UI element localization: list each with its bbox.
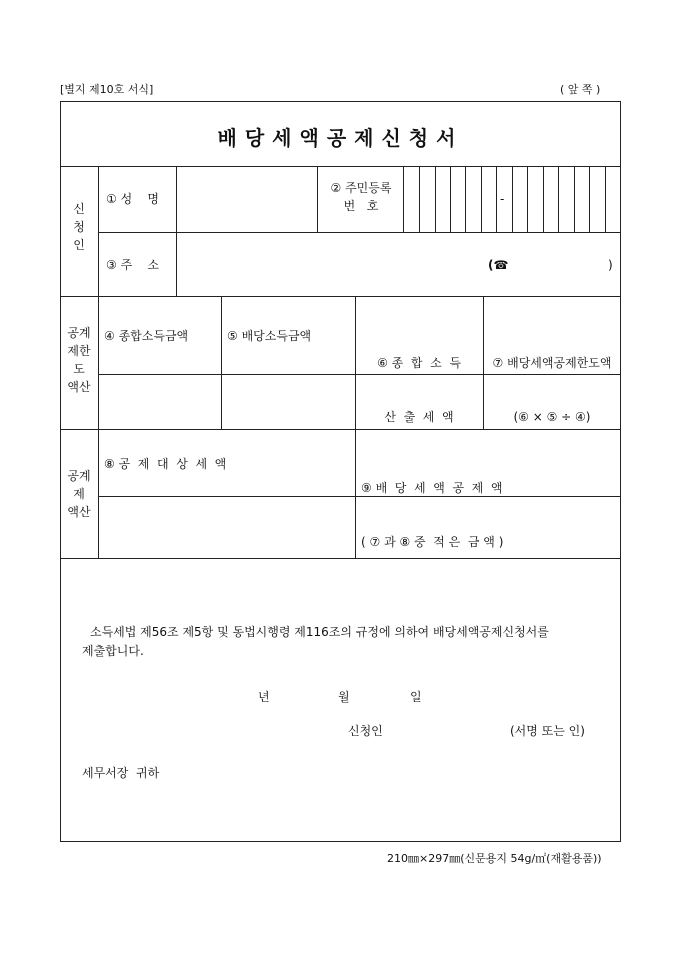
- form-title: 배당세액공제신청서: [217, 126, 464, 150]
- paper-spec: 210㎜×297㎜(신문용지 54g/㎡(재활용품)): [387, 852, 602, 865]
- page-side-label: ( 앞 쪽 ): [560, 83, 601, 96]
- phone-icon: (☎: [488, 258, 509, 272]
- dividend-credit-field[interactable]: [357, 498, 619, 557]
- address-field[interactable]: [178, 234, 618, 294]
- credit-limit-header: ⑦ 배당세액공제한도액 (⑥ × ⑤ ÷ ④): [492, 356, 612, 424]
- date-day: 일: [410, 690, 422, 704]
- statement-line-1: 소득세법 제56조 제5항 및 동법시행령 제116조의 규정에 의하여 배당세액공제신청서를: [90, 625, 549, 639]
- dividend-income-field[interactable]: [223, 376, 354, 428]
- form-number-label: [별지 제10호 서식]: [60, 83, 154, 96]
- name-label: ① 성 명: [106, 192, 160, 206]
- dividend-credit-header: ⑨ 배 당 세 액 공 제 액 ( ⑦ 과 ⑧ 중 적 은 금 액 ): [361, 481, 504, 549]
- statement-line-2: 제출합니다.: [82, 644, 144, 658]
- computed-tax-header: ⑥ 종 합 소 득 산 출 세 액: [377, 356, 461, 424]
- rrn-field[interactable]: [404, 168, 619, 230]
- recipient-label: 세무서장 귀하: [82, 766, 160, 780]
- date-month: 월: [338, 690, 350, 704]
- deductible-tax-field[interactable]: [100, 498, 354, 557]
- phone-close: ): [608, 258, 613, 272]
- total-income-field[interactable]: [100, 376, 220, 428]
- deductible-tax-header: ⑧ 공 제 대 상 세 액: [104, 457, 227, 471]
- calc-section-label: 공계 제 액산: [67, 469, 91, 519]
- dividend-income-header: ⑤ 배당소득금액: [227, 329, 312, 343]
- name-field[interactable]: [178, 168, 315, 230]
- applicant-section-label: 신 청 인: [73, 202, 85, 252]
- date-year: 년: [258, 690, 270, 704]
- applicant-signature-label: 신청인: [348, 724, 383, 738]
- computed-tax-field[interactable]: [357, 376, 482, 428]
- credit-limit-field[interactable]: [485, 376, 619, 428]
- total-income-header: ④ 종합소득금액: [104, 329, 189, 343]
- rrn-dash: -: [500, 192, 505, 206]
- limit-section-label: 공계 제한 도 액산: [67, 326, 91, 394]
- address-label: ③ 주 소: [106, 258, 160, 272]
- signature-field[interactable]: (서명 또는 인): [510, 724, 585, 738]
- rrn-label: ② 주민등록 번 호: [330, 181, 392, 213]
